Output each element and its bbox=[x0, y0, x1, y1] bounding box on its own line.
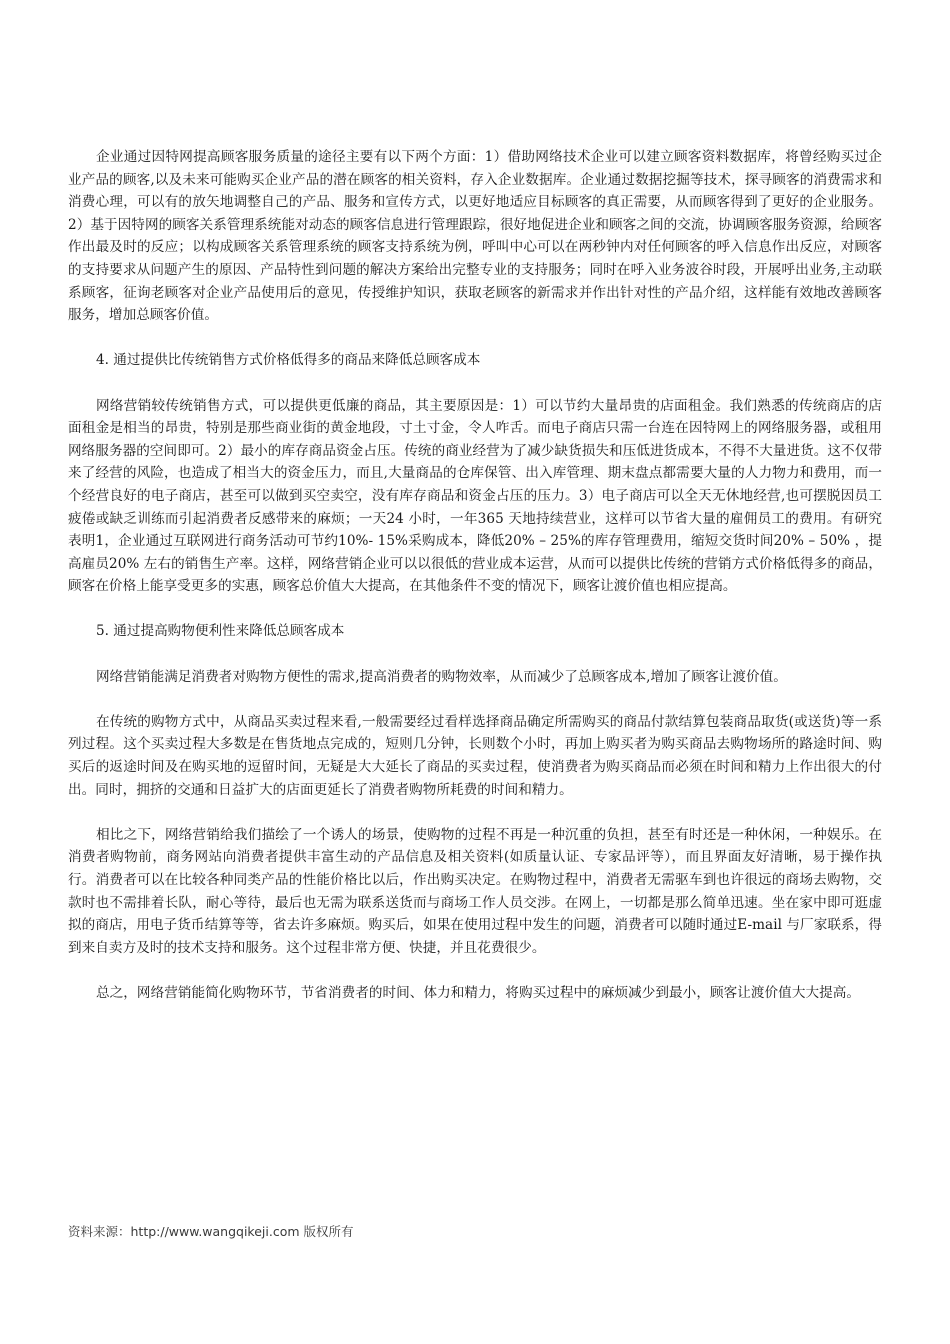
source-footer: 资料来源：http://www.wangqikeji.com 版权所有 bbox=[68, 1224, 354, 1239]
section-heading-4: 4. 通过提供比传统销售方式价格低得多的商品来降低总顾客成本 bbox=[96, 352, 481, 369]
document-body bbox=[68, 146, 882, 1005]
paragraph-lower-price: 网络营销较传统销售方式，可以提供更低廉的商品，其主要原因是：1）可以节约大量昂贵的店面租金。我们熟悉的传统商店的店面租金是相当的昂贵，特别是那些商业街的黄金地段，寸土寸金，令人咋舌。而电子商店只需一台连在因特网上的网络服务器，或租用网络服务器的空间即可。2）最小的库存商品资金占压。传统的商业经营为了减少缺货损失和压低进货成本，不得不大量进货。这不仅带来了经营的风险，也造成了相当大的资金压力，而且,大量商品的仓库保管、出入库管理、期末盘点都需要大量的人力物力和费用，而一个经营良好的电子商店，甚至可以做到买空卖空，没有库存商品和资金占压的压力。3）电子商店可以全天无休地经营,也可摆脱因员工疲倦或缺乏训练而引起消费者反感带来的麻烦；一天24 小时，一年365 天地持续营业，这样可以节省大量的雇佣员工的费用。有研究表明1，企业通过互联网进行商务活动可节约10%- 15%采购成本，降低20% – 25%的库存管理费用，缩短交货时间20% – 50% ，提高雇员20% 左右的销售生产率。这样，网络营销企业可以以很低的营业成本运营，从而可以提供比传统的营销方式价格低得多的商品，顾客在价格上能享受更多的实惠，顾客总价值大大提高，在其他条件不变的情况下，顾客让渡价值也相应提高。 bbox=[68, 397, 882, 595]
paragraph-online-shopping: 相比之下，网络营销给我们描绘了一个诱人的场景，使购物的过程不再是一种沉重的负担，甚至有时还是一种休闲，一种娱乐。在消费者购物前，商务网站向消费者提供丰富生动的产品信息及相关资料(如质量认证、专家品评等），而且界面友好清晰，易于操作执行。消费者可以在比较各种同类产品的性能价格比以后，作出购买决定。在购物过程中，消费者无需驱车到也许很远的商场去购物，交款时也不需排着长队，耐心等待，最后也无需为联系送货而与商场工作人员交涉。在网上，一切都是那么简单迅速。坐在家中即可逛虚拟的商店，用电子货币结算等等，省去许多麻烦。购买后，如果在使用过程中发生的问题，消费者可以随时通过E-mail 与厂家联系，得到来自卖方及时的技术支持和服务。这个过程非常方便、快捷，并且花费很少。 bbox=[68, 826, 882, 956]
section-heading-5: 5. 通过提高购物便利性来降低总顾客成本 bbox=[96, 623, 345, 640]
paragraph-convenience-intro: 网络营销能满足消费者对购物方便性的需求,提高消费者的购物效率，从而减少了总顾客成本,增加了顾客让渡价值。 bbox=[96, 668, 787, 685]
paragraph-conclusion: 总之，网络营销能简化购物环节，节省消费者的时间、体力和精力，将购买过程中的麻烦减少到最小，顾客让渡价值大大提高。 bbox=[96, 984, 861, 1001]
paragraph-traditional-shopping: 在传统的购物方式中，从商品买卖过程来看,一般需要经过看样选择商品确定所需购买的商品付款结算包装商品取货(或送货)等一系列过程。这个买卖过程大多数是在售货地点完成的，短则几分钟，长则数个小时，再加上购买者为购买商品去购物场所的路途时间、购买后的返途时间及在购买地的逗留时间，无疑是大大延长了商品的买卖过程，使消费者为购买商品而必须在时间和精力上作出很大的付出。同时，拥挤的交通和日益扩大的店面更延长了消费者购物所耗费的时间和精力。 bbox=[68, 713, 882, 798]
paragraph-customer-service: 企业通过因特网提高顾客服务质量的途径主要有以下两个方面：1）借助网络技术企业可以建立顾客资料数据库，将曾经购买过企业产品的顾客,以及未来可能购买企业产品的潜在顾客的相关资料，存入企业数据库。企业通过数据挖掘等技术，探寻顾客的消费需求和消费心理，可以有的放矢地调整自己的产品、服务和宣传方式，以更好地适应目标顾客的真正需要，从而顾客得到了更好的企业服务。2）基于因特网的顾客关系管理系统能对动态的顾客信息进行管理跟踪，很好地促进企业和顾客之间的交流，协调顾客服务资源，给顾客作出最及时的反应；以构成顾客关系管理系统的顾客支持系统为例，呼叫中心可以在两秒钟内对任何顾客的呼入信息作出反应，对顾客的支持要求从问题产生的原因、产品特性到问题的解决方案给出完整专业的支持服务；同时在呼入业务波谷时段，开展呼出业务,主动联系顾客，征询老顾客对企业产品使用后的意见，传授维护知识，获取老顾客的新需求并作出针对性的产品介绍，这样能有效地改善顾客服务，增加总顾客价值。 bbox=[68, 149, 882, 324]
